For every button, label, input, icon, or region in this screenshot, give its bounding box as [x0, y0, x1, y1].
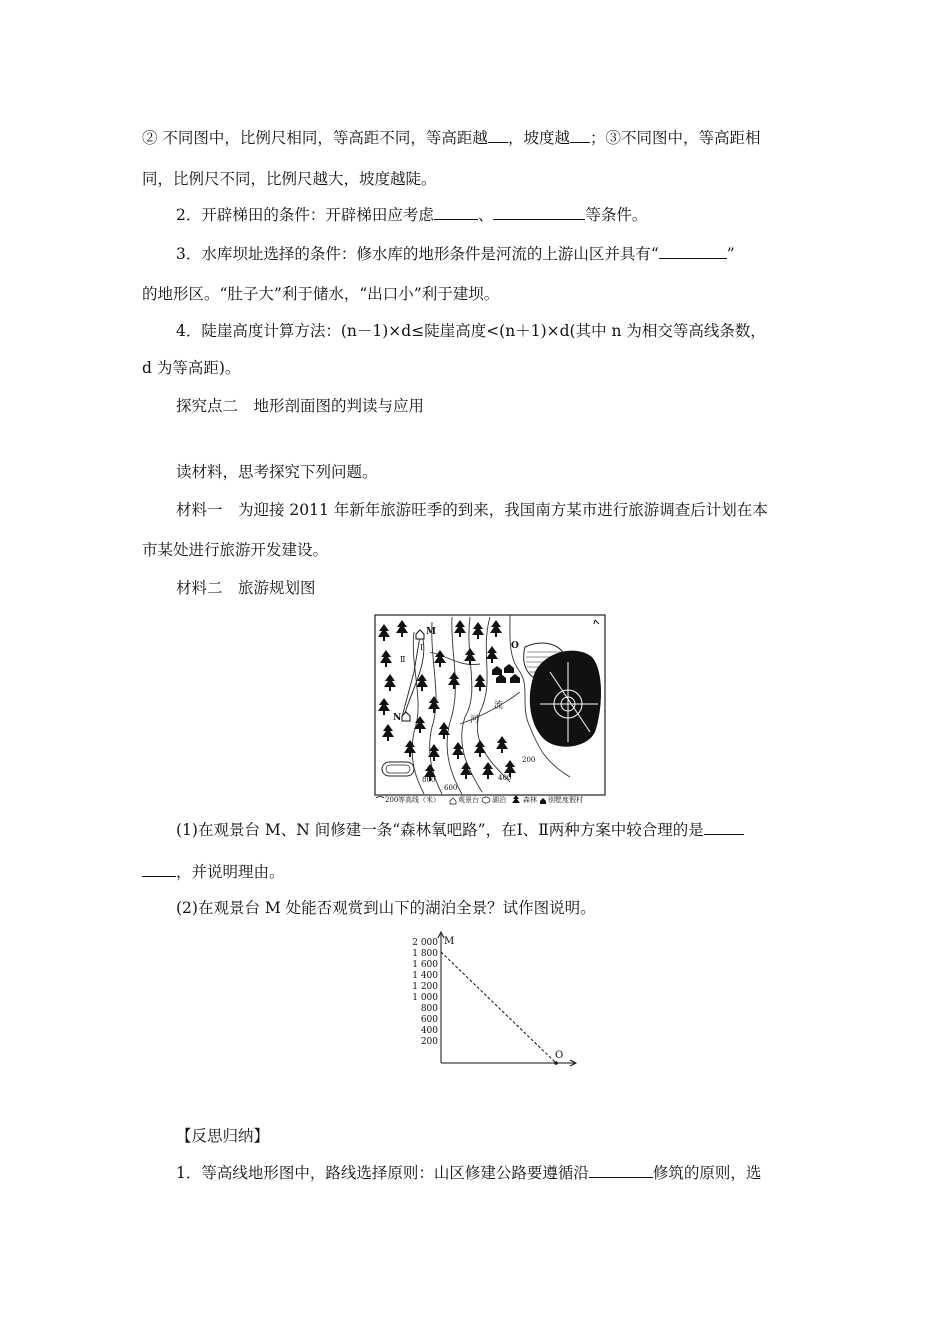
contour-label: 600 — [444, 784, 458, 792]
y-tick: 1 600 — [412, 960, 438, 970]
map-label-m: M — [426, 627, 436, 637]
text-line-7: d 为等高距)。 — [142, 359, 241, 377]
point-o — [554, 1061, 558, 1065]
y-tick: 800 — [420, 1004, 438, 1014]
text-line-1: ② 不同图中，比例尺相同，等高距不同，等高距越 ，坡度越 ；③不同图中，等高距相 — [142, 129, 761, 147]
legend-contour-value: 200 — [385, 796, 399, 804]
text-line-9: 读材料，思考探究下列问题。 — [176, 463, 378, 481]
y-tick: 400 — [420, 1026, 438, 1036]
route-label-i: I — [420, 643, 424, 652]
map-label-n: N — [393, 713, 402, 723]
blank — [493, 205, 585, 220]
text-line-12: 材料二 旅游规划图 — [176, 579, 316, 597]
lake-icon — [482, 797, 490, 803]
legend-forest: 森林 — [523, 796, 537, 804]
answer-blank[interactable] — [704, 820, 744, 835]
profile-label-m: M — [444, 936, 455, 947]
sight-line — [441, 952, 556, 1063]
contour-label: 800 — [422, 776, 436, 784]
y-tick: 1 400 — [412, 971, 438, 981]
villa-icon — [540, 798, 546, 804]
river-label: 河 — [470, 715, 480, 725]
blank — [488, 128, 508, 143]
profile-chart — [398, 930, 588, 1070]
legend-lake: 湖泊 — [492, 796, 506, 804]
text-line-10: 材料一 为迎接 2011 年新年旅游旺季的到来，我国南方某市进行旅游调查后计划在本 — [176, 501, 768, 519]
legend-villa: 别墅度假村 — [548, 796, 583, 804]
blank — [659, 244, 727, 259]
profile-label-o: O — [555, 1050, 564, 1061]
text-line-6: 4．陡崖高度计算方法：(n－1)×d≤陡崖高度<(n＋1)×d(其中 n 为相交等高线条数， — [176, 322, 766, 340]
route-label-ii: Ⅱ — [400, 655, 406, 664]
answer-blank[interactable] — [589, 1163, 653, 1178]
text-line-2: 同，比例尺不同，比例尺越大，坡度越陡。 — [142, 170, 437, 188]
text-line-17: 1．等高线地形图中，路线选择原则：山区修建公路要遵循沿 修筑的原则，选 — [176, 1164, 762, 1182]
y-tick: 1 200 — [412, 982, 438, 992]
contour-label: 200 — [522, 756, 536, 764]
text-line-5: 的地形区。“肚子大”利于储水，“出口小”利于建坝。 — [142, 285, 500, 303]
reflection-heading: 【反思归纳】 — [176, 1127, 270, 1145]
section-heading: 探究点二 地形剖面图的判读与应用 — [176, 397, 425, 415]
text-line-3: 2．开辟梯田的条件：开辟梯田应考虑 、 等条件。 — [176, 206, 648, 224]
blank — [434, 205, 478, 220]
tourism-map — [370, 612, 610, 808]
text-line-11: 市某处进行旅游开发建设。 — [142, 541, 329, 559]
text-line-4: 3．水库坝址选择的条件：修水库的地形条件是河流的上游山区并具有“ ” — [176, 245, 735, 263]
river-label: 流 — [494, 701, 504, 711]
blank — [570, 128, 590, 143]
y-tick: 200 — [420, 1037, 438, 1047]
contour-label: 400 — [498, 774, 512, 782]
question-1-cont: ，并说明理由。 — [142, 862, 285, 882]
question-1: (1)在观景台 M、N 间修建一条“森林氧吧路”，在Ⅰ、Ⅱ两种方案中较合理的是 — [176, 820, 744, 840]
legend-observation: 观景台 — [458, 796, 479, 804]
y-tick: 600 — [420, 1015, 438, 1025]
question-2: (2)在观景台 M 处能否观赏到山下的湖泊全景？试作图说明。 — [176, 899, 596, 917]
legend-contour: 等高线（米） — [398, 796, 440, 804]
tree-icon — [512, 795, 520, 803]
map-label-o: O — [511, 641, 519, 651]
observation-deck-icon — [450, 798, 456, 804]
y-tick: 1 000 — [412, 993, 438, 1003]
y-tick: 1 800 — [412, 949, 438, 959]
y-tick: 2 000 — [412, 938, 438, 948]
answer-blank[interactable] — [142, 862, 176, 877]
